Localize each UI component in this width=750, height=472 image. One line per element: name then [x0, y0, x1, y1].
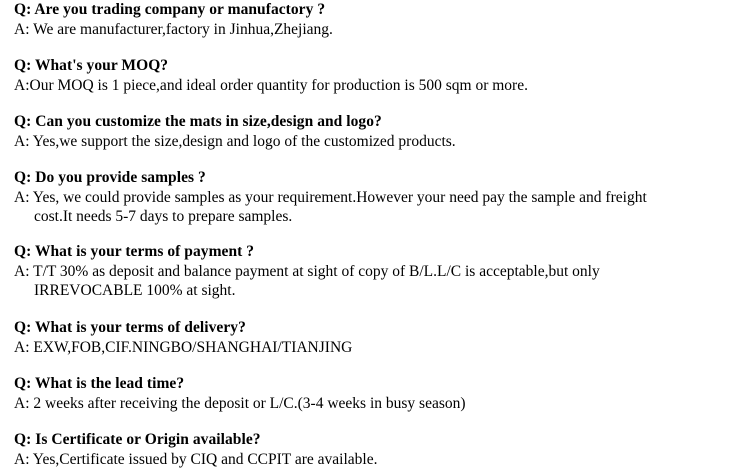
faq-item	[14, 319, 744, 357]
faq-answer	[14, 188, 744, 226]
faq-question: Q: What is the lead time?	[14, 375, 185, 392]
faq-question: Q: Is Certificate or Origin available?	[14, 431, 261, 448]
faq-item	[14, 169, 744, 226]
faq-answer	[14, 76, 744, 95]
faq-answer	[14, 262, 744, 300]
faq-answer-line: IRREVOCABLE 100% at sight.	[34, 282, 236, 299]
faq-item	[14, 375, 744, 413]
faq-item	[14, 113, 744, 151]
faq-item	[14, 57, 744, 95]
faq-answer	[14, 132, 744, 151]
faq-answer-line: cost.It needs 5-7 days to prepare samples.	[34, 208, 293, 225]
faq-answer-line: A:Our MOQ is 1 piece,and ideal order quantity for production is 500 sqm or more.	[14, 77, 528, 94]
faq-answer-line: A: Yes,we support the size,design and logo of the customized products.	[14, 133, 456, 150]
faq-answer	[14, 450, 744, 469]
faq-answer-line: A: We are manufacturer,factory in Jinhua,Zhejiang.	[14, 21, 333, 38]
faq-question: Q: What is your terms of delivery?	[14, 319, 246, 336]
faq-answer-line: A: 2 weeks after receiving the deposit or L/C.(3-4 weeks in busy season)	[14, 395, 466, 412]
faq-question: Q: Are you trading company or manufactory ?	[14, 1, 326, 18]
faq-question: Q: Can you customize the mats in size,design and logo?	[14, 113, 382, 130]
faq-item	[14, 1, 744, 39]
faq-answer-line: A: EXW,FOB,CIF.NINGBO/SHANGHAI/TIANJING	[14, 339, 353, 356]
faq-item	[14, 243, 744, 300]
faq-answer-line: A: T/T 30% as deposit and balance payment at sight of copy of B/L.L/C is acceptable,but only	[14, 263, 600, 280]
faq-question: Q: What's your MOQ?	[14, 57, 169, 74]
faq-answer-line: A: Yes,Certificate issued by CIQ and CCPIT are available.	[14, 451, 378, 468]
faq-answer-line: A: Yes, we could provide samples as your requirement.However your need pay the sample and freight	[14, 189, 647, 206]
faq-question: Q: Do you provide samples ?	[14, 169, 206, 186]
faq-answer	[14, 338, 744, 357]
faq-question: Q: What is your terms of payment ?	[14, 243, 255, 260]
faq-answer	[14, 394, 744, 413]
faq-item	[14, 431, 744, 469]
faq-answer	[14, 20, 744, 39]
